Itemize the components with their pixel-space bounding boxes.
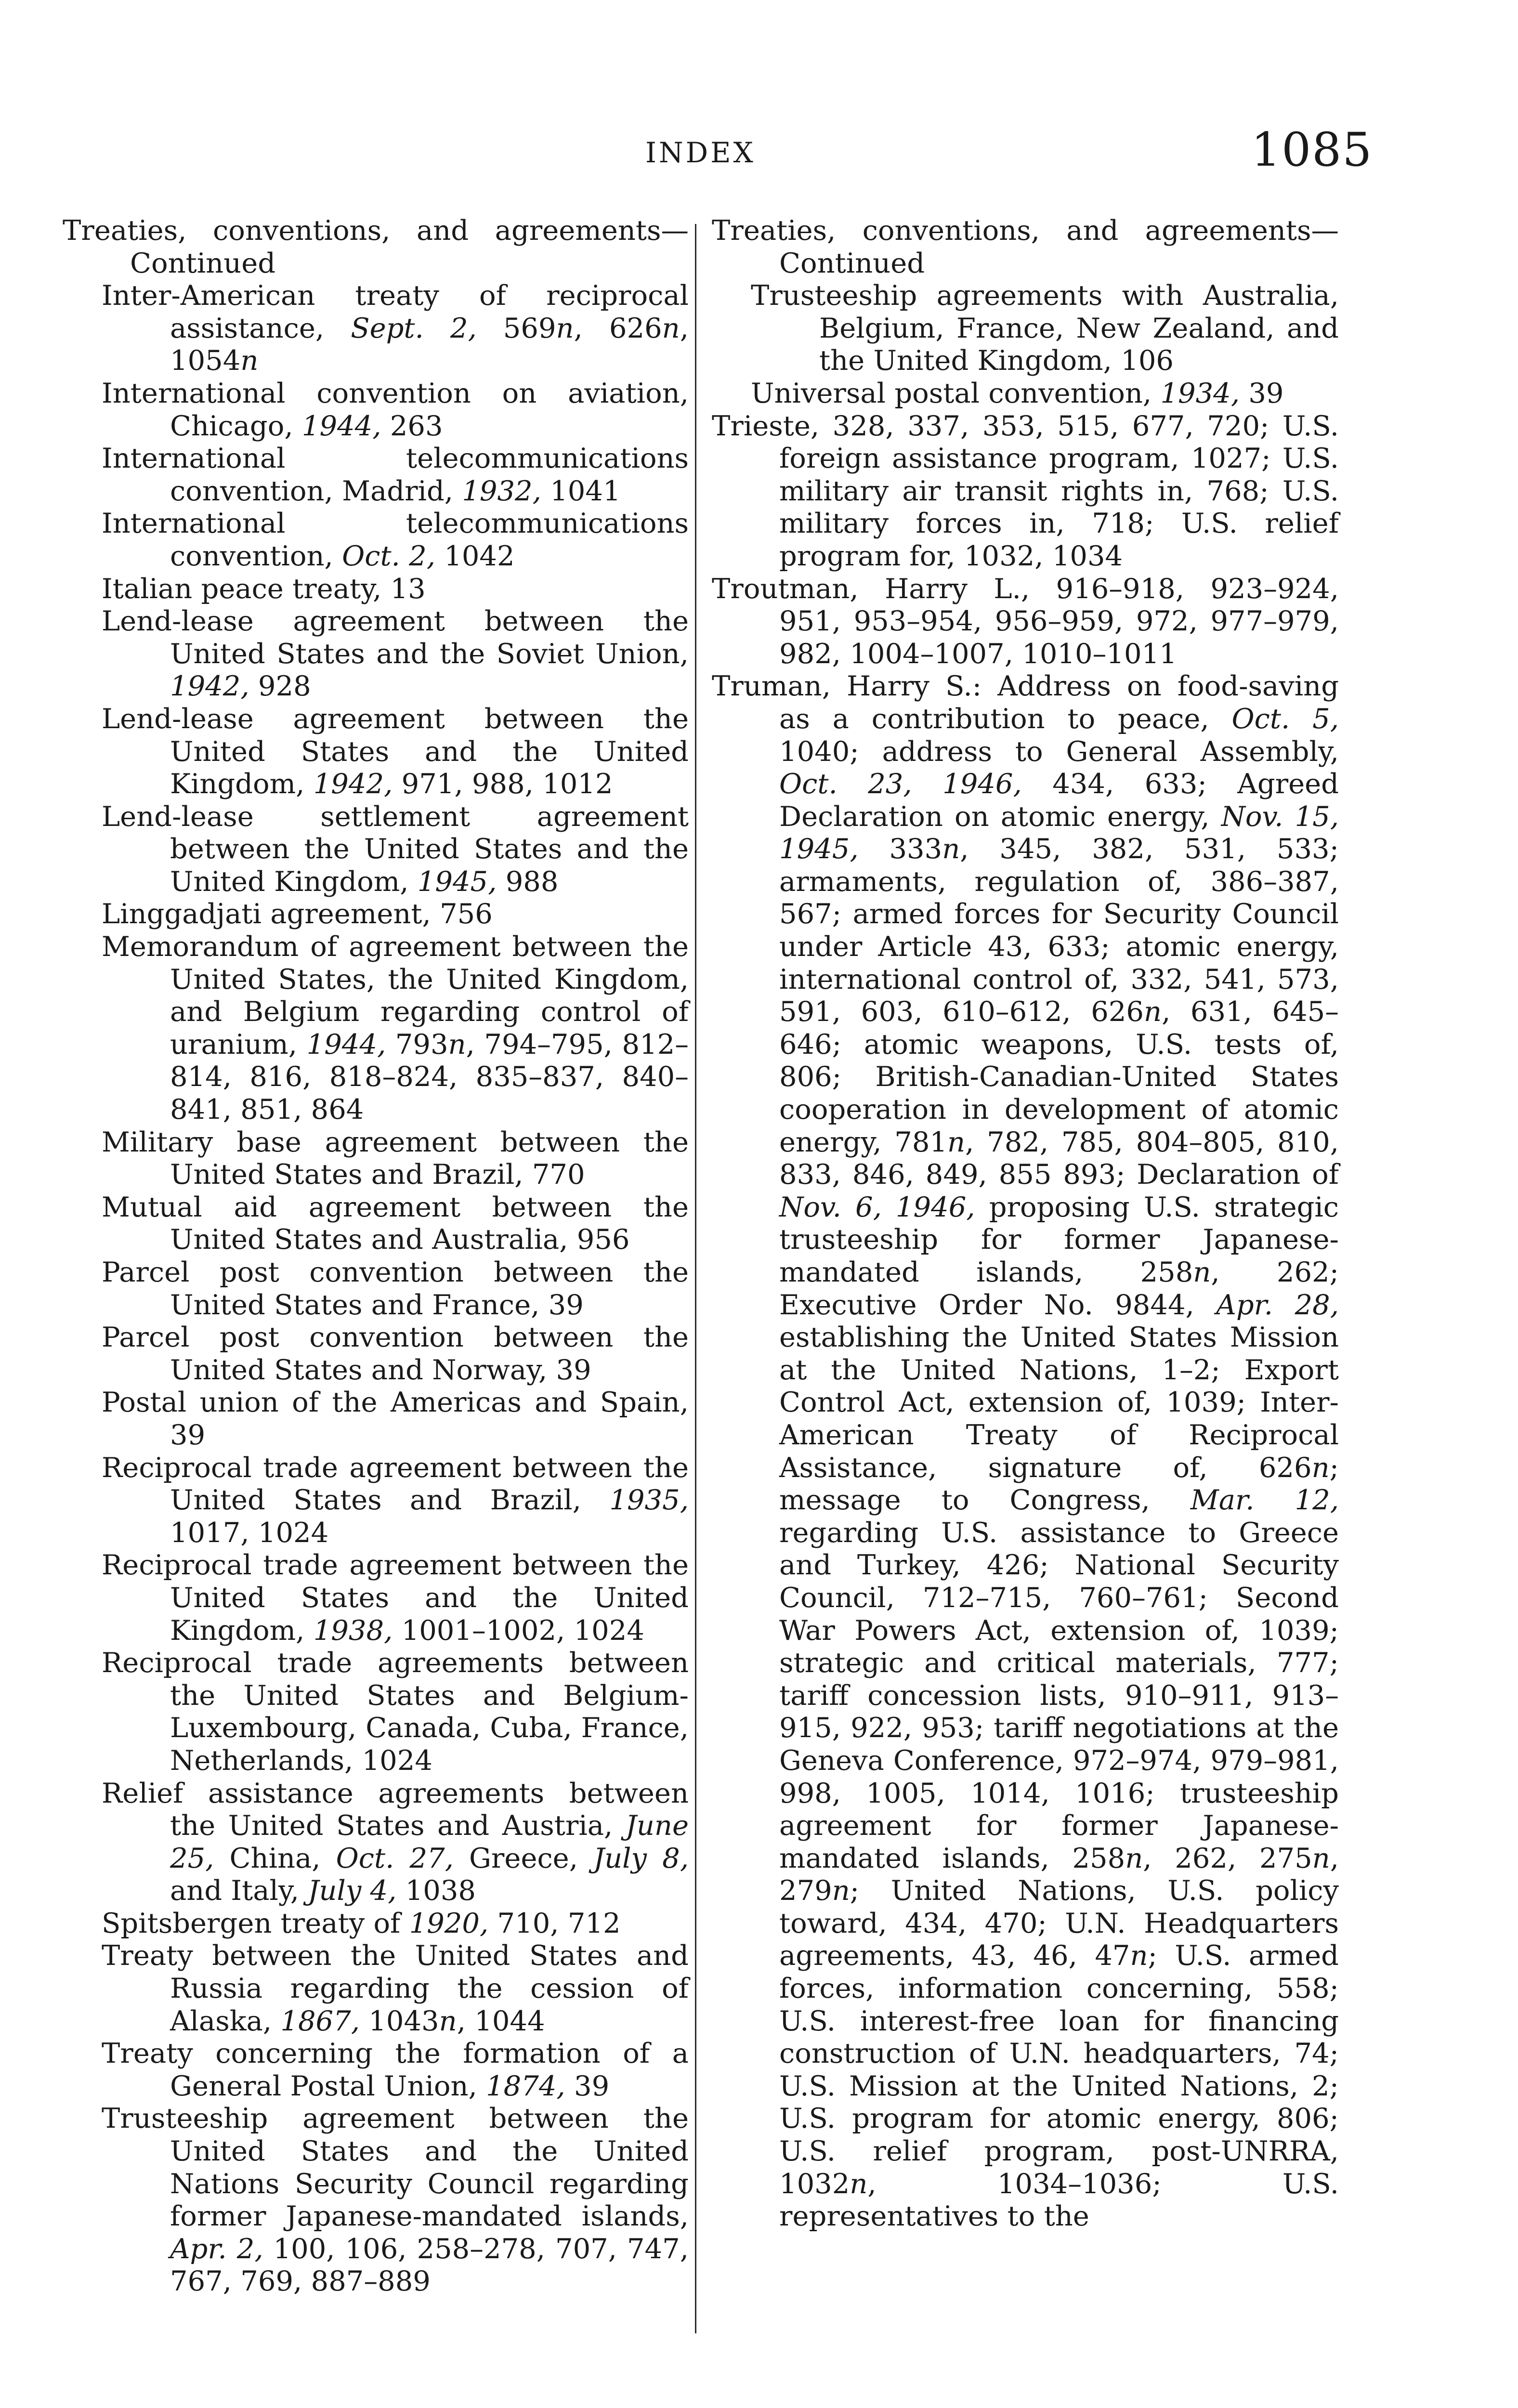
entry-text: n bbox=[662, 312, 680, 344]
index-entry bbox=[63, 1549, 689, 1647]
entry-text: 1042 bbox=[435, 539, 515, 572]
entry-text: 1017, 1024 bbox=[170, 1516, 329, 1549]
entry-text: ; U.S. armed forces, information concerning, 558; U.S. interest-free loan for financing construction of U.N. headquarters, 74; U.S. Mission at the United Nations, 2; U.S. program for atomic energy, 806; U.S. relief program, post-UNRRA, 1032 bbox=[779, 1939, 1339, 2200]
entry-text: n bbox=[1193, 1256, 1211, 1288]
entry-text: Lend-lease settlement agreement between the United States and the United Kingdom, bbox=[102, 800, 689, 898]
entry-text: Trusteeship agreement between the United States and the United Nations Security Council regarding former Japanese-mandated islands, bbox=[102, 2102, 689, 2233]
entry-text: Nov. 15, 1945, bbox=[779, 800, 1339, 865]
index-entry bbox=[63, 1321, 689, 1386]
page-number: 1085 bbox=[1251, 123, 1373, 177]
entry-text: 1942, bbox=[313, 768, 393, 800]
entry-text: ; United Nations, U.S. policy toward, 434, 470; U.N. Headquarters agreements, 43, 46, 47 bbox=[779, 1874, 1339, 1972]
entry-text: 1945, bbox=[417, 865, 497, 898]
entry-text: Trieste, 328, 337, 353, 515, 677, 720; U.S. foreign assistance program, 1027; U.S. military air transit rights in, 768; U.S. military forces in, 718; U.S. relief program for, 1032, 1034 bbox=[712, 409, 1339, 572]
entry-text: n bbox=[1130, 1939, 1148, 1972]
entry-text: , 262, 275 bbox=[1143, 1842, 1312, 1874]
entry-text: July 8, bbox=[593, 1842, 689, 1874]
entry-text: , 1034–1036; U.S. representatives to the bbox=[779, 2167, 1339, 2233]
entry-text: Reciprocal trade agreements between the United States and Belgium-Luxembourg, Canada, Cuba, France, Netherlands, 1024 bbox=[102, 1647, 689, 1777]
entry-text: Universal postal convention, bbox=[751, 377, 1161, 409]
entry-text: Linggadjati agreement, 756 bbox=[102, 898, 493, 930]
entry-text: , 1054 bbox=[170, 312, 689, 377]
entry-text: Spitsbergen treaty of bbox=[102, 1907, 409, 1939]
entry-text: International telecommunications convention, bbox=[102, 507, 689, 572]
entry-text: , 262; Executive Order No. 9844, bbox=[779, 1256, 1339, 1321]
entry-text: Greece, bbox=[453, 1842, 594, 1874]
entry-text: 1935, bbox=[609, 1484, 689, 1517]
main-entry bbox=[712, 670, 1339, 2233]
continued-heading: Treaties, conventions, and agreements—Continued bbox=[63, 214, 689, 279]
entry-text: Military base agreement between the United States and Brazil, 770 bbox=[102, 1125, 689, 1191]
entry-text: , 279 bbox=[779, 1842, 1339, 1907]
entry-text: Lend-lease agreement between the United States and the Soviet Union, bbox=[102, 605, 689, 670]
entry-text: 988 bbox=[497, 865, 559, 898]
entry-text: n bbox=[942, 833, 960, 865]
entry-text: , 1044 bbox=[457, 2004, 545, 2037]
entry-text: Nov. 6, 1946, bbox=[779, 1191, 975, 1223]
entry-text: n bbox=[1311, 1451, 1330, 1484]
entry-text: 928 bbox=[249, 670, 311, 703]
entry-text: n bbox=[556, 312, 574, 344]
index-entry bbox=[63, 1191, 689, 1256]
index-entry bbox=[63, 703, 689, 800]
entry-text: 1041 bbox=[541, 474, 621, 507]
entry-text: n bbox=[240, 344, 259, 377]
entry-text: 1001–1002, 1024 bbox=[393, 1614, 644, 1647]
running-header bbox=[0, 123, 1518, 176]
entry-text: , 794–795, 812–814, 816, 818–824, 835–837, 840–841, 851, 864 bbox=[170, 1028, 689, 1126]
index-entry bbox=[63, 1386, 689, 1451]
entry-text: 569 bbox=[476, 312, 556, 344]
index-entry bbox=[63, 573, 689, 605]
entry-text: n bbox=[1125, 1842, 1143, 1874]
index-entry bbox=[63, 442, 689, 507]
left-column bbox=[63, 214, 689, 2298]
index-entry bbox=[63, 1647, 689, 1777]
entry-text: 710, 712 bbox=[488, 1907, 621, 1939]
entry-text: proposing U.S. strategic trusteeship for former Japanese-mandated islands, 258 bbox=[779, 1191, 1339, 1288]
entry-text: 1920, bbox=[409, 1907, 489, 1939]
entry-text: 1944, bbox=[301, 409, 381, 442]
entry-text: June 25, bbox=[170, 1809, 689, 1874]
entry-text: Troutman, Harry L., 916–918, 923–924, 951, 953–954, 956–959, 972, 977–979, 982, 1004–1007, 1010–1011 bbox=[712, 572, 1339, 670]
index-entry bbox=[712, 377, 1339, 410]
entry-text: 1942, bbox=[170, 670, 249, 703]
entry-text: , 345, 382, 531, 533; armaments, regulation of, 386–387, 567; armed forces for Security Council under Article 43, 633; atomic energy, international control of, 332, 541, 573, 591, 603, 610–612, 626 bbox=[779, 833, 1339, 1028]
entry-text: Postal union of the Americas and Spain, 39 bbox=[102, 1386, 689, 1451]
entry-text: 39 bbox=[565, 2069, 610, 2102]
entry-text: 1867, bbox=[280, 2004, 360, 2037]
index-entry bbox=[63, 930, 689, 1126]
entry-text: Parcel post convention between the United States and France, 39 bbox=[102, 1256, 689, 1321]
entry-text: n bbox=[448, 1028, 466, 1060]
entry-text: 100, 106, 258–278, 707, 747, 767, 769, 887–889 bbox=[170, 2232, 689, 2298]
entry-text: Lend-lease agreement between the United States and the United Kingdom, bbox=[102, 702, 689, 800]
entry-text: establishing the United States Mission at the United Nations, 1–2; Export Control Act, extension of, 1039; Inter-American Treaty of Reciprocal Assistance, signature of, 626 bbox=[779, 1321, 1339, 1484]
entry-text: Memorandum of agreement between the United States, the United Kingdom, and Belgium regarding control of uranium, bbox=[102, 930, 689, 1060]
entry-text: Oct. 2, bbox=[342, 539, 435, 572]
entry-text: 1934, bbox=[1160, 377, 1240, 409]
entry-text: Reciprocal trade agreement between the United States and the United Kingdom, bbox=[102, 1549, 689, 1647]
index-entry bbox=[63, 279, 689, 377]
entry-text: n bbox=[1312, 1842, 1330, 1874]
entry-text: 333 bbox=[858, 833, 942, 865]
entry-text: n bbox=[439, 2004, 457, 2037]
entry-text: Sept. 2, bbox=[351, 312, 477, 344]
entry-text: 1040; address to General Assembly, bbox=[779, 735, 1339, 768]
entry-text: Treaty concerning the formation of a General Postal Union, bbox=[102, 2037, 689, 2102]
entry-text: Apr. 2, bbox=[170, 2232, 263, 2265]
entry-text: Treaty between the United States and Russia regarding the cession of Alaska, bbox=[102, 1939, 689, 2037]
entry-text: International telecommunications convention, Madrid, bbox=[102, 442, 689, 507]
right-entries bbox=[712, 410, 1339, 2233]
entry-text: International convention on aviation, Chicago, bbox=[102, 377, 689, 442]
entry-text: n bbox=[947, 1125, 966, 1158]
index-entry bbox=[63, 1126, 689, 1191]
column-divider bbox=[695, 224, 696, 2333]
entry-text: 434, 633; Agreed Declaration on atomic energy, bbox=[779, 768, 1339, 833]
right-sub-entries bbox=[712, 279, 1339, 409]
index-entry bbox=[63, 605, 689, 703]
entry-text: ; message to Congress, bbox=[779, 1451, 1339, 1517]
entry-text: Truman, Harry S.: Address on food-saving as a contribution to peace, bbox=[712, 670, 1339, 735]
entry-text: Oct. 5, bbox=[1231, 702, 1339, 735]
entry-text: Italian peace treaty, 13 bbox=[102, 572, 426, 605]
entry-text: regarding U.S. assistance to Greece and Turkey, 426; National Security Council, 712–715, 760–761; Second War Powers Act, extension of, 1039; strategic and critical materials, 777; tariff concession lists, 910–911, 913–915, 922, 953; tariff negotiations at the Geneva Conference, 972–974, 979–981, 998, 1005, 1014, 1016; trusteeship agreement for former Japanese-mandated islands, 258 bbox=[779, 1516, 1339, 1874]
entry-text: 1043 bbox=[360, 2004, 439, 2037]
entry-text: Parcel post convention between the United States and Norway, 39 bbox=[102, 1321, 689, 1386]
entry-text: Mutual aid agreement between the United States and Australia, 956 bbox=[102, 1191, 689, 1256]
index-entry bbox=[63, 1452, 689, 1549]
left-entries bbox=[63, 279, 689, 2298]
entry-text: Apr. 28, bbox=[1216, 1288, 1339, 1321]
entry-text: n bbox=[1144, 995, 1162, 1028]
entry-text: 1932, bbox=[462, 474, 541, 507]
index-entry bbox=[63, 2037, 689, 2102]
index-entry bbox=[63, 1256, 689, 1321]
entry-text: , 782, 785, 804–805, 810, 833, 846, 849, 855 893; Declaration of bbox=[779, 1125, 1339, 1191]
entry-text: Reciprocal trade agreement between the United States and Brazil, bbox=[102, 1451, 689, 1517]
index-entry bbox=[712, 279, 1339, 377]
right-column bbox=[712, 214, 1339, 2233]
entry-text: 263 bbox=[381, 409, 443, 442]
entry-text: 1874, bbox=[486, 2069, 565, 2102]
entry-text: 793 bbox=[386, 1028, 448, 1060]
entry-text: Oct. 23, 1946, bbox=[779, 768, 1022, 800]
entry-text: July 4, bbox=[308, 1874, 397, 1907]
running-head-title: INDEX bbox=[645, 136, 756, 169]
entry-text: 1944, bbox=[306, 1028, 386, 1060]
entry-text: , 626 bbox=[574, 312, 662, 344]
entry-text: Mar. 12, bbox=[1190, 1484, 1339, 1517]
index-entry bbox=[63, 898, 689, 930]
index-entry bbox=[63, 2102, 689, 2298]
index-entry bbox=[63, 507, 689, 572]
entry-text: Trusteeship agreements with Australia, Belgium, France, New Zealand, and the United Kingdom, 106 bbox=[751, 279, 1339, 377]
entry-text: Oct. 27, bbox=[336, 1842, 454, 1874]
entry-text: Relief assistance agreements between the United States and Austria, bbox=[102, 1777, 689, 1842]
entry-text: , 631, 645–646; atomic weapons, U.S. tests of, 806; British-Canadian-United States cooperation in development of atomic energy, 781 bbox=[779, 995, 1339, 1158]
entry-text: n bbox=[832, 1874, 850, 1907]
entry-text: and Italy, bbox=[170, 1874, 308, 1907]
index-entry bbox=[63, 1777, 689, 1907]
index-entry bbox=[63, 1939, 689, 2037]
main-entry bbox=[712, 410, 1339, 573]
main-entry bbox=[712, 573, 1339, 670]
continued-heading: Treaties, conventions, and agreements—Continued bbox=[712, 214, 1339, 279]
index-entry bbox=[63, 1907, 689, 1940]
entry-text: 1038 bbox=[396, 1874, 476, 1907]
index-entry bbox=[63, 800, 689, 898]
entry-text: 39 bbox=[1240, 377, 1284, 409]
entry-text: China, bbox=[214, 1842, 336, 1874]
index-entry bbox=[63, 377, 689, 442]
entry-text: n bbox=[850, 2167, 868, 2200]
entry-text: 1938, bbox=[313, 1614, 393, 1647]
entry-text: Inter-American treaty of reciprocal assistance, bbox=[102, 279, 689, 344]
entry-text: 971, 988, 1012 bbox=[393, 768, 613, 800]
